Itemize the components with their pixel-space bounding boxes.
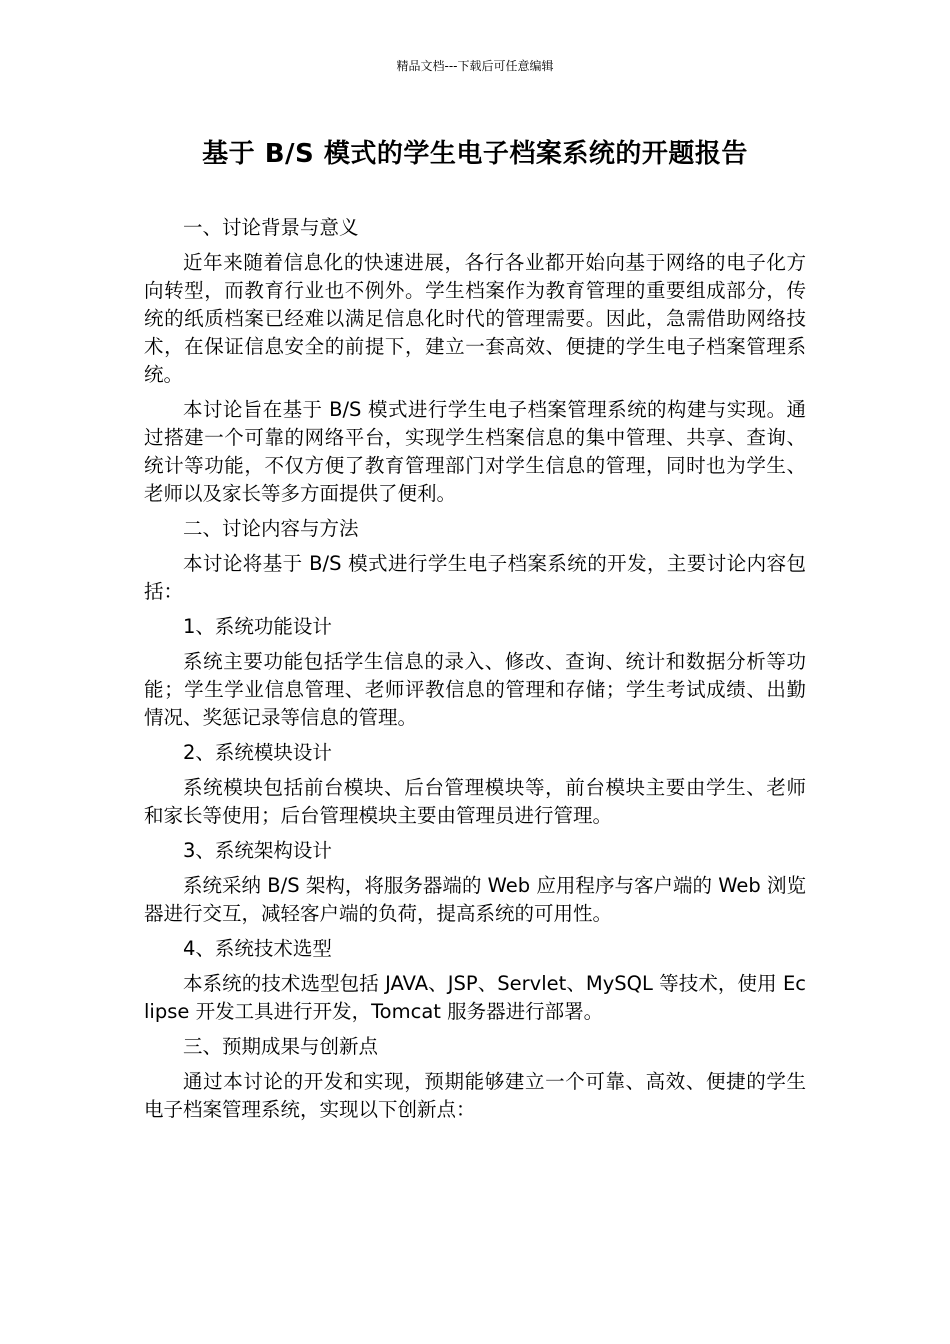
paragraph: 本系统的技术选型包括 JAVA、JSP、Servlet、MySQL 等技术，使用 Eclipse 开发工具进行开发，Tomcat 服务器进行部署。	[144, 972, 806, 1023]
subsection-heading: 4、系统技术选型	[183, 937, 332, 960]
paragraph: 系统模块包括前台模块、后台管理模块等，前台模块主要由学生、老师和家长等使用；后台管理模块主要由管理员进行管理。	[144, 776, 806, 827]
header-note: 精品文档---下载后可任意编辑	[396, 59, 554, 73]
document-title: 基于 B/S 模式的学生电子档案系统的开题报告	[202, 139, 748, 169]
paragraph: 近年来随着信息化的快速进展，各行各业都开始向基于网络的电子化方向转型，而教育行业也不例外。学生档案作为教育管理的重要组成部分，传统的纸质档案已经难以满足信息化时代的管理需要。因此，急需借助网络技术，在保证信息安全的前提下，建立一套高效、便捷的学生电子档案管理系统。	[144, 251, 806, 386]
section-heading: 一、讨论背景与意义	[183, 216, 359, 239]
section-heading: 三、预期成果与创新点	[183, 1035, 379, 1058]
subsection-heading: 2、系统模块设计	[183, 741, 332, 764]
document-body	[144, 214, 806, 1131]
paragraph: 本讨论旨在基于 B/S 模式进行学生电子档案管理系统的构建与实现。通过搭建一个可靠的网络平台，实现学生档案信息的集中管理、共享、查询、统计等功能，不仅方便了教育管理部门对学生信息的管理，同时也为学生、老师以及家长等多方面提供了便利。	[144, 398, 806, 505]
paragraph: 本讨论将基于 B/S 模式进行学生电子档案系统的开发，主要讨论内容包括：	[144, 552, 806, 603]
paragraph: 系统采纳 B/S 架构，将服务器端的 Web 应用程序与客户端的 Web 浏览器进行交互，减轻客户端的负荷，提高系统的可用性。	[144, 874, 806, 925]
paragraph: 系统主要功能包括学生信息的录入、修改、查询、统计和数据分析等功能；学生学业信息管理、老师评教信息的管理和存储；学生考试成绩、出勤情况、奖惩记录等信息的管理。	[144, 650, 806, 729]
section-heading: 二、讨论内容与方法	[183, 517, 359, 540]
subsection-heading: 1、系统功能设计	[183, 615, 332, 638]
subsection-heading: 3、系统架构设计	[183, 839, 332, 862]
paragraph: 通过本讨论的开发和实现，预期能够建立一个可靠、高效、便捷的学生电子档案管理系统，实现以下创新点：	[144, 1070, 806, 1121]
